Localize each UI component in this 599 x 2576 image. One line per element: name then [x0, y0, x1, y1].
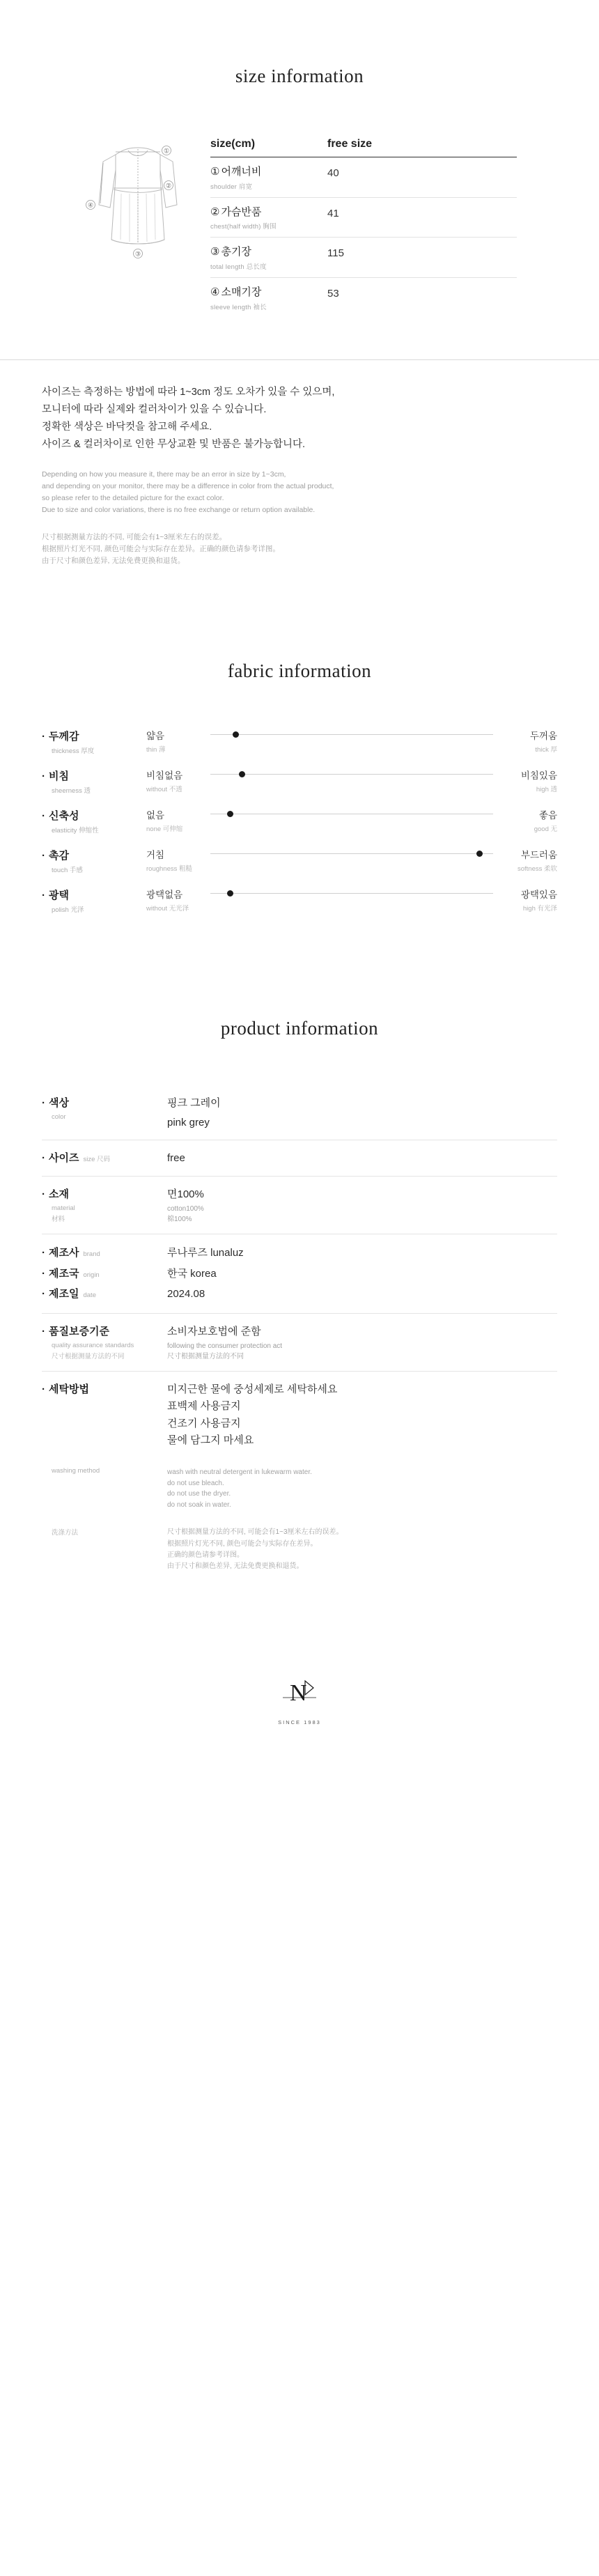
scale-left-sub: none 可伸缩 [146, 825, 183, 834]
scale-left-sub: roughness 粗糙 [146, 865, 193, 874]
scale-right-label: 비침있음 [520, 770, 557, 782]
scale-right-sub: softness 柔软 [517, 865, 557, 874]
notice-cn-line: 尺寸根据测量方法的不同, 可能会有1~3厘米左右的误差。 [42, 532, 227, 541]
fabric-rows [0, 697, 599, 914]
scale-knob [227, 890, 233, 897]
fabric-label-sub: sheerness 透 [52, 787, 91, 796]
bullet-icon: · [42, 1247, 45, 1259]
product-sublabel-quality: quality assurance standards [52, 1341, 134, 1349]
product-sublabel-size: size 尺码 [83, 1156, 111, 1164]
row-value: 115 [327, 247, 344, 260]
size-information-title: size information [235, 65, 364, 87]
table-row [210, 157, 517, 198]
washing-cn-line: 尺寸根据测量方法的不同, 可能会有1~3厘米左右的误差。 [167, 1528, 343, 1537]
product-row-washing [42, 1372, 557, 1572]
product-value-material-ko: 면100% [167, 1188, 204, 1200]
product-information-section [0, 926, 599, 1572]
product-value-quality-ko: 소비자보호법에 준함 [167, 1325, 261, 1337]
washing-en-label: washing method [52, 1467, 100, 1475]
product-label-quality: 품질보증기준 [49, 1325, 109, 1337]
product-sublabel-material-cn: 材料 [52, 1215, 65, 1223]
scale-line [210, 893, 493, 894]
table-row [210, 278, 517, 318]
row-value: 40 [327, 166, 339, 179]
brand-logo-icon [277, 1677, 322, 1715]
product-label-date: 제조일 [49, 1288, 79, 1301]
washing-cn-label: 洗涤方法 [52, 1529, 79, 1537]
fabric-row-polish [42, 887, 557, 914]
row-label: 가슴반품 [221, 205, 262, 218]
product-label-origin: 제조국 [49, 1267, 79, 1280]
row-value: 53 [327, 288, 339, 300]
notice-divider-wrap [0, 318, 599, 360]
notice-cn-line: 由于尺寸和颜色差异, 无法免费更换和退货。 [42, 556, 185, 565]
scale-knob [239, 771, 245, 777]
product-sublabel-quality-cn: 尺寸根据测量方法的不同 [52, 1352, 125, 1360]
washing-en-line: do not use bleach. [167, 1479, 224, 1487]
bullet-icon: · [42, 850, 45, 862]
scale-right-label: 부드러움 [520, 850, 557, 861]
logo-mark-icon [277, 1677, 322, 1709]
scale-track [210, 849, 493, 859]
scale-knob [227, 811, 233, 817]
marker-1: ① [163, 147, 170, 155]
washing-ko-lines [167, 1381, 337, 1449]
scale-left-label: 광택없음 [146, 890, 183, 901]
bullet-icon: · [42, 890, 45, 902]
washing-en-line: do not use the dryer. [167, 1490, 231, 1498]
bullet-icon: · [42, 1383, 45, 1396]
marker-3: ③ [134, 250, 141, 258]
scale-knob [233, 731, 239, 738]
bullet-icon: · [42, 1097, 45, 1110]
product-value-color-ko: 핑크 그레이 [167, 1097, 221, 1110]
scale-track [210, 809, 493, 819]
washing-cn-line: 正确的颜色请参考详图。 [167, 1551, 244, 1559]
product-sublabel-date: date [83, 1291, 96, 1300]
product-label-washing: 세탁방법 [49, 1383, 89, 1396]
scale-line [210, 774, 493, 775]
product-sublabel-material: material [52, 1204, 75, 1212]
product-value-origin: 한국 korea [167, 1267, 217, 1280]
fabric-label-ko: 광택 [49, 890, 69, 902]
product-value-quality-en: following the consumer protection act [167, 1342, 283, 1351]
table-row [210, 198, 517, 238]
product-sublabel-brand: brand [83, 1250, 100, 1259]
marker-4: ④ [87, 201, 94, 209]
size-information-body [0, 103, 599, 318]
notice-en-line: so please refer to the detailed picture for the exact color. [42, 493, 224, 502]
notice-ko-line: 모니터에 따라 실제와 컬러차이가 있을 수 있습니다. [42, 403, 267, 415]
product-value-material-en: cotton100% [167, 1205, 204, 1213]
footer-brand [0, 1572, 599, 1725]
size-notice-section [0, 360, 599, 567]
product-row-color [42, 1085, 557, 1140]
washing-cn-block [42, 1527, 557, 1572]
washing-ko-line: 미지근한 물에 중성세제로 세탁하세요 [167, 1383, 338, 1396]
scale-right-sub: high 有光泽 [522, 905, 557, 913]
washing-cn-line: 根据照片灯光不同, 颜色可能会与实际存在差异。 [167, 1539, 318, 1548]
washing-en-line: do not soak in water. [167, 1500, 231, 1509]
fabric-label-ko: 두께감 [49, 731, 79, 743]
bullet-icon: · [42, 1188, 45, 1200]
scale-right-sub: good 无 [534, 825, 557, 834]
product-row-quality [42, 1314, 557, 1372]
scale-right-sub: high 透 [536, 786, 557, 794]
size-information-section [0, 0, 599, 318]
washing-cn-line: 由于尺寸和颜色差异, 无法免费更换和退货。 [167, 1562, 304, 1570]
scale-right-label: 두꺼움 [529, 731, 557, 742]
fabric-label-ko: 촉감 [49, 850, 69, 862]
scale-track [210, 770, 493, 779]
bullet-icon: · [42, 1325, 45, 1337]
fabric-label-sub: elasticity 伸缩性 [52, 827, 99, 835]
notice-en-line: Depending on how you measure it, there may be an error in size by 1~3cm, [42, 470, 286, 479]
fabric-information-title: fabric information [227, 660, 372, 681]
washing-en-block [42, 1467, 557, 1510]
notice-ko-line: 정확한 색상은 바닥컷을 참고해 주세요. [42, 421, 212, 433]
row-sublabel: sleeve length 袖长 [210, 303, 267, 311]
bullet-icon: · [42, 731, 45, 743]
product-row-brand [42, 1243, 557, 1264]
footer-since-text: SINCE 1983 [278, 1719, 321, 1726]
product-label-material: 소재 [49, 1188, 69, 1200]
table-row [210, 238, 517, 278]
fabric-row-sheerness [42, 768, 557, 795]
size-table-header [210, 138, 517, 157]
notice-ko-line: 사이즈 & 컬러차이로 인한 무상교환 및 반품은 불가능합니다. [42, 438, 306, 450]
washing-cn-lines [167, 1527, 557, 1572]
row-label: 총기장 [221, 246, 251, 258]
washing-en-line: wash with neutral detergent in lukewarm water. [167, 1468, 312, 1477]
row-label: 어깨너비 [221, 165, 262, 178]
notice-cn-line: 根据照片灯光不同, 颜色可能会与实际存在差异。正确的颜色请参考详图。 [42, 544, 280, 553]
row-sublabel: chest(half width) 胸围 [210, 223, 277, 231]
scale-left-sub: thin 薄 [146, 746, 166, 754]
scale-left-sub: without 无光泽 [146, 905, 189, 913]
fabric-row-thickness [42, 728, 557, 755]
scale-left-label: 없음 [146, 810, 165, 821]
fabric-label-ko: 비침 [49, 770, 69, 783]
row-label: 소매기장 [221, 286, 262, 299]
fabric-label-sub: touch 手感 [52, 867, 83, 875]
row-value: 41 [327, 207, 339, 219]
fabric-label-ko: 신축성 [49, 810, 79, 823]
row-marker: ③ [210, 246, 220, 258]
size-header-col-free: free size [327, 137, 373, 150]
fabric-label-sub: thickness 厚度 [52, 747, 95, 756]
size-header-col-measure: size(cm) [210, 137, 256, 150]
product-label-brand: 제조사 [49, 1247, 79, 1259]
bullet-icon: · [42, 1288, 45, 1301]
notice-cn-block [42, 532, 557, 567]
scale-track [210, 730, 493, 740]
scale-left-label: 거침 [146, 850, 165, 861]
product-row-size [42, 1140, 557, 1177]
marker-2: ② [165, 182, 172, 189]
product-value-brand: 루나루즈 lunaluz [167, 1247, 244, 1259]
scale-right-label: 광택있음 [520, 890, 557, 901]
product-label-size: 사이즈 [49, 1152, 79, 1165]
notice-ko-line: 사이즈는 측정하는 방법에 따라 1~3cm 정도 오차가 있을 수 있으며, [42, 386, 335, 398]
bullet-icon: · [42, 1267, 45, 1280]
product-value-quality-cn: 尺寸根据测量方法的不同 [167, 1353, 244, 1361]
product-row-origin [42, 1264, 557, 1285]
product-row-date [42, 1284, 557, 1305]
dress-diagram-icon [82, 135, 201, 261]
fabric-row-elasticity [42, 807, 557, 835]
row-marker: ① [210, 165, 220, 178]
svg-text:N: N [290, 1680, 308, 1707]
product-label-color: 색상 [49, 1097, 69, 1110]
row-sublabel: shoulder 肩宽 [210, 183, 253, 191]
scale-left-label: 비침없음 [146, 770, 183, 782]
product-value-size: free [167, 1152, 185, 1165]
scale-left-label: 얇음 [146, 731, 165, 742]
washing-ko-line: 물에 담그지 마세요 [167, 1434, 254, 1447]
fabric-label-sub: polish 光泽 [52, 906, 84, 915]
row-marker: ④ [210, 286, 220, 299]
product-value-color-en: pink grey [167, 1116, 210, 1128]
scale-line [210, 734, 493, 735]
row-sublabel: total length 总长度 [210, 263, 267, 272]
product-value-date: 2024.08 [167, 1288, 205, 1301]
scale-right-label: 좋음 [538, 810, 557, 821]
fabric-row-touch [42, 847, 557, 874]
size-table [201, 131, 517, 318]
dress-illustration [82, 131, 201, 264]
scale-line [210, 853, 493, 854]
scale-knob [476, 851, 483, 857]
notice-en-block [42, 469, 557, 516]
product-sublabel-origin: origin [83, 1271, 100, 1279]
bullet-icon: · [42, 770, 45, 783]
washing-ko-line: 표백제 사용금지 [167, 1400, 241, 1413]
product-information-title: product information [220, 1017, 379, 1039]
scale-track [210, 889, 493, 899]
product-row-material [42, 1177, 557, 1235]
row-marker: ② [210, 205, 220, 218]
fabric-information-section [0, 567, 599, 915]
product-sublabel-color: color [52, 1113, 66, 1122]
product-value-material-cn: 棉100% [167, 1216, 192, 1224]
product-rows [0, 1055, 599, 1572]
notice-en-line: and depending on your monitor, there may be a difference in color from the actual product, [42, 481, 334, 490]
bullet-icon: · [42, 810, 45, 823]
notice-en-line: Due to size and color variations, there is no free exchange or return option available. [42, 505, 316, 514]
scale-left-sub: without 不透 [146, 786, 182, 794]
washing-en-lines [167, 1467, 557, 1510]
bullet-icon: · [42, 1152, 45, 1165]
product-row-maker-group [42, 1234, 557, 1314]
washing-ko-line: 건조기 사용금지 [167, 1417, 241, 1429]
scale-right-sub: thick 厚 [535, 746, 557, 754]
